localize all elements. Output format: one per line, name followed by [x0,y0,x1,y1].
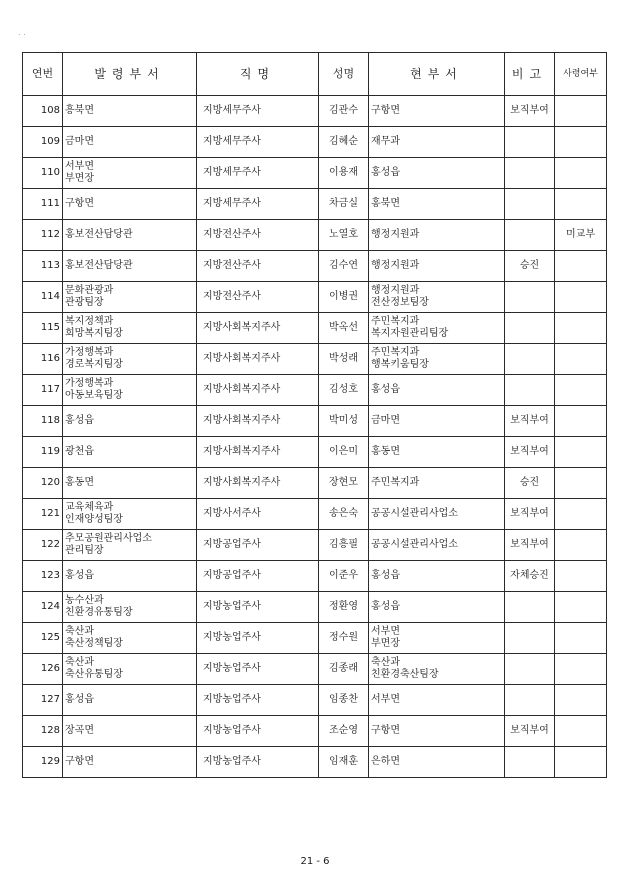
position-title: 지방농업주사 [197,685,319,716]
position-title: 지방사회복지주사 [197,313,319,344]
person-name: 이준우 [319,561,369,592]
current-dept [369,747,505,778]
col-header-position: 직명 [197,53,319,96]
current-dept-line: 복지자원관리팀장 [371,328,449,339]
table-row [23,127,607,158]
row-number: 113 [23,251,63,282]
from-dept-line: 홍성읍 [65,694,94,705]
from-dept-line: 경로복지팀장 [65,359,123,370]
current-dept-line: 행정지원과 [371,285,420,296]
current-dept [369,437,505,468]
from-dept-line: 축산정책팀장 [65,638,123,649]
current-dept [369,716,505,747]
current-dept-line: 공공시설관리사업소 [371,508,458,519]
from-dept [63,437,197,468]
row-number: 111 [23,189,63,220]
from-dept-line: 축산유통팀장 [65,669,123,680]
current-dept [369,158,505,189]
issuance-status [555,282,607,313]
current-dept-line: 주민복지과 [371,316,420,327]
table-row [23,499,607,530]
row-number: 129 [23,747,63,778]
current-dept-line: 축산과 [371,657,400,668]
from-dept-line: 홍성읍 [65,570,94,581]
remarks: 보직부여 [505,499,555,530]
from-dept-line: 부면장 [65,173,94,184]
remarks: 자체승진 [505,561,555,592]
person-name: 임재훈 [319,747,369,778]
from-dept-line: 광천읍 [65,446,94,457]
remarks [505,747,555,778]
current-dept-line: 홍성읍 [371,384,400,395]
table-row [23,716,607,747]
current-dept-line: 재무과 [371,136,400,147]
from-dept-line: 홍성읍 [65,415,94,426]
from-dept-line: 친환경유통팀장 [65,607,133,618]
from-dept-line: 교육체육과 [65,502,114,513]
remarks: 보직부여 [505,96,555,127]
table-row [23,220,607,251]
issuance-status [555,375,607,406]
current-dept [369,499,505,530]
person-name: 차금실 [319,189,369,220]
from-dept [63,220,197,251]
from-dept-line: 홍보전산담당관 [65,260,133,271]
current-dept-line: 공공시설관리사업소 [371,539,458,550]
person-name: 송은숙 [319,499,369,530]
position-title: 지방공업주사 [197,561,319,592]
current-dept [369,375,505,406]
position-title: 지방세무주사 [197,96,319,127]
current-dept [369,251,505,282]
from-dept [63,592,197,623]
row-number: 121 [23,499,63,530]
position-title: 지방전산주사 [197,251,319,282]
issuance-status [555,654,607,685]
issuance-status [555,623,607,654]
issuance-status [555,530,607,561]
position-title: 지방사회복지주사 [197,375,319,406]
issuance-status [555,747,607,778]
issuance-status [555,251,607,282]
position-title: 지방농업주사 [197,623,319,654]
remarks: 보직부여 [505,437,555,468]
person-name: 김성호 [319,375,369,406]
person-name: 임종찬 [319,685,369,716]
issuance-status [555,96,607,127]
current-dept-line: 홍성읍 [371,570,400,581]
from-dept-line: 관광팀장 [65,297,104,308]
current-dept-line: 전산정보팀장 [371,297,429,308]
issuance-status [555,158,607,189]
position-title: 지방농업주사 [197,716,319,747]
issuance-status [555,592,607,623]
from-dept-line: 인재양성팀장 [65,514,123,525]
from-dept-line: 희망복지팀장 [65,328,123,339]
from-dept-line: 금마면 [65,136,94,147]
row-number: 118 [23,406,63,437]
person-name: 박옥선 [319,313,369,344]
remarks [505,189,555,220]
position-title: 지방전산주사 [197,282,319,313]
current-dept [369,592,505,623]
position-title: 지방사회복지주사 [197,406,319,437]
remarks [505,220,555,251]
current-dept [369,530,505,561]
current-dept-line: 홍북면 [371,198,400,209]
person-name: 정수원 [319,623,369,654]
col-header-remarks: 비고 [505,53,555,96]
remarks [505,685,555,716]
remarks: 보직부여 [505,530,555,561]
person-name: 박미성 [319,406,369,437]
row-number: 119 [23,437,63,468]
current-dept-line: 행정지원과 [371,260,420,271]
current-dept [369,685,505,716]
issuance-status [555,685,607,716]
row-number: 112 [23,220,63,251]
person-name: 김흥필 [319,530,369,561]
from-dept [63,96,197,127]
person-name: 김혜순 [319,127,369,158]
table-row [23,282,607,313]
from-dept [63,747,197,778]
from-dept [63,375,197,406]
current-dept-line: 주민복지과 [371,477,420,488]
from-dept [63,127,197,158]
table-row [23,189,607,220]
remarks [505,623,555,654]
from-dept [63,189,197,220]
remarks [505,344,555,375]
issuance-status [555,313,607,344]
row-number: 120 [23,468,63,499]
from-dept-line: 축산과 [65,657,94,668]
col-header-from-dept: 발령부서 [63,53,197,96]
current-dept [369,468,505,499]
from-dept [63,654,197,685]
from-dept-line: 서부면 [65,161,94,172]
current-dept [369,189,505,220]
current-dept-line: 구항면 [371,725,400,736]
from-dept-line: 농수산과 [65,595,104,606]
from-dept-line: 홍동면 [65,477,94,488]
current-dept-line: 구항면 [371,105,400,116]
table-row [23,375,607,406]
position-title: 지방전산주사 [197,220,319,251]
current-dept [369,623,505,654]
issuance-status [555,189,607,220]
remarks [505,282,555,313]
current-dept-line: 주민복지과 [371,347,420,358]
table-row [23,530,607,561]
issuance-status [555,406,607,437]
from-dept-line: 장곡면 [65,725,94,736]
row-number: 115 [23,313,63,344]
current-dept-line: 홍동면 [371,446,400,457]
from-dept [63,716,197,747]
from-dept-line: 가정행복과 [65,378,114,389]
issuance-status [555,499,607,530]
from-dept-line: 축산과 [65,626,94,637]
table-row [23,623,607,654]
col-header-no: 연번 [23,53,63,96]
person-name: 이은미 [319,437,369,468]
position-title: 지방세무주사 [197,127,319,158]
row-number: 123 [23,561,63,592]
row-number: 122 [23,530,63,561]
current-dept-line: 부면장 [371,638,400,649]
table-row [23,561,607,592]
person-name: 김종래 [319,654,369,685]
from-dept [63,251,197,282]
row-number: 108 [23,96,63,127]
row-number: 109 [23,127,63,158]
from-dept [63,282,197,313]
issuance-status [555,561,607,592]
current-dept-line: 홍성읍 [371,167,400,178]
current-dept-line: 홍성읍 [371,601,400,612]
table-row [23,685,607,716]
from-dept-line: 구항면 [65,198,94,209]
issuance-status [555,344,607,375]
row-number: 117 [23,375,63,406]
current-dept [369,654,505,685]
table-row [23,468,607,499]
from-dept-line: 추모공원관리사업소 [65,533,152,544]
position-title: 지방세무주사 [197,158,319,189]
from-dept [63,158,197,189]
personnel-table [22,52,607,778]
remarks: 보직부여 [505,716,555,747]
current-dept [369,282,505,313]
table-header-row [23,53,607,96]
person-name: 박성래 [319,344,369,375]
current-dept [369,127,505,158]
position-title: 지방사회복지주사 [197,344,319,375]
page-number: 21 - 6 [300,856,330,867]
position-title: 지방농업주사 [197,654,319,685]
col-header-name: 성명 [319,53,369,96]
position-title: 지방세무주사 [197,189,319,220]
row-number: 126 [23,654,63,685]
from-dept [63,313,197,344]
issuance-status [555,437,607,468]
table-row [23,344,607,375]
current-dept-line: 금마면 [371,415,400,426]
table-row [23,406,607,437]
from-dept [63,468,197,499]
remarks [505,375,555,406]
position-title: 지방농업주사 [197,592,319,623]
position-title: 지방사회복지주사 [197,437,319,468]
remarks [505,313,555,344]
person-name: 정환영 [319,592,369,623]
current-dept [369,406,505,437]
current-dept-line: 서부면 [371,694,400,705]
table-row [23,251,607,282]
person-name: 이병권 [319,282,369,313]
person-name: 김수연 [319,251,369,282]
current-dept-line: 은하면 [371,756,400,767]
issuance-status: 미교부 [555,220,607,251]
table-row [23,158,607,189]
current-dept-line: 행정지원과 [371,229,420,240]
from-dept-line: 가정행복과 [65,347,114,358]
current-dept [369,313,505,344]
table-row [23,654,607,685]
table-row [23,747,607,778]
from-dept-line: 홍보전산담당관 [65,229,133,240]
from-dept-line: 아동보육팀장 [65,390,123,401]
row-number: 110 [23,158,63,189]
issuance-status [555,468,607,499]
current-dept-line: 서부면 [371,626,400,637]
row-number: 127 [23,685,63,716]
row-number: 114 [23,282,63,313]
person-name: 조순영 [319,716,369,747]
current-dept-line: 행복키움팀장 [371,359,429,370]
row-number: 124 [23,592,63,623]
from-dept [63,623,197,654]
from-dept-line: 관리팀장 [65,545,104,556]
current-dept [369,220,505,251]
table-body [23,96,607,778]
remarks: 승진 [505,468,555,499]
issuance-status [555,716,607,747]
position-title: 지방사서주사 [197,499,319,530]
col-header-current-dept: 현부서 [369,53,505,96]
remarks: 보직부여 [505,406,555,437]
position-title: 지방농업주사 [197,747,319,778]
from-dept-line: 문화관광과 [65,285,114,296]
from-dept-line: 흥북면 [65,105,94,116]
position-title: 지방사회복지주사 [197,468,319,499]
remarks [505,592,555,623]
table-row [23,592,607,623]
from-dept-line: 복지정책과 [65,316,114,327]
from-dept [63,344,197,375]
from-dept [63,499,197,530]
remarks [505,127,555,158]
remarks [505,158,555,189]
current-dept [369,344,505,375]
person-name: 이용재 [319,158,369,189]
table-row [23,437,607,468]
current-dept [369,561,505,592]
remarks [505,654,555,685]
row-number: 125 [23,623,63,654]
person-name: 김관수 [319,96,369,127]
row-number: 128 [23,716,63,747]
scan-mark: . . [18,28,26,37]
from-dept [63,406,197,437]
from-dept [63,561,197,592]
from-dept [63,530,197,561]
row-number: 116 [23,344,63,375]
from-dept-line: 구항면 [65,756,94,767]
current-dept [369,96,505,127]
col-header-status: 사령여부 [555,53,607,96]
table-row [23,313,607,344]
issuance-status [555,127,607,158]
remarks: 승진 [505,251,555,282]
person-name: 장현모 [319,468,369,499]
person-name: 노열호 [319,220,369,251]
from-dept [63,685,197,716]
position-title: 지방공업주사 [197,530,319,561]
current-dept-line: 친환경축산팀장 [371,669,439,680]
table-row [23,96,607,127]
